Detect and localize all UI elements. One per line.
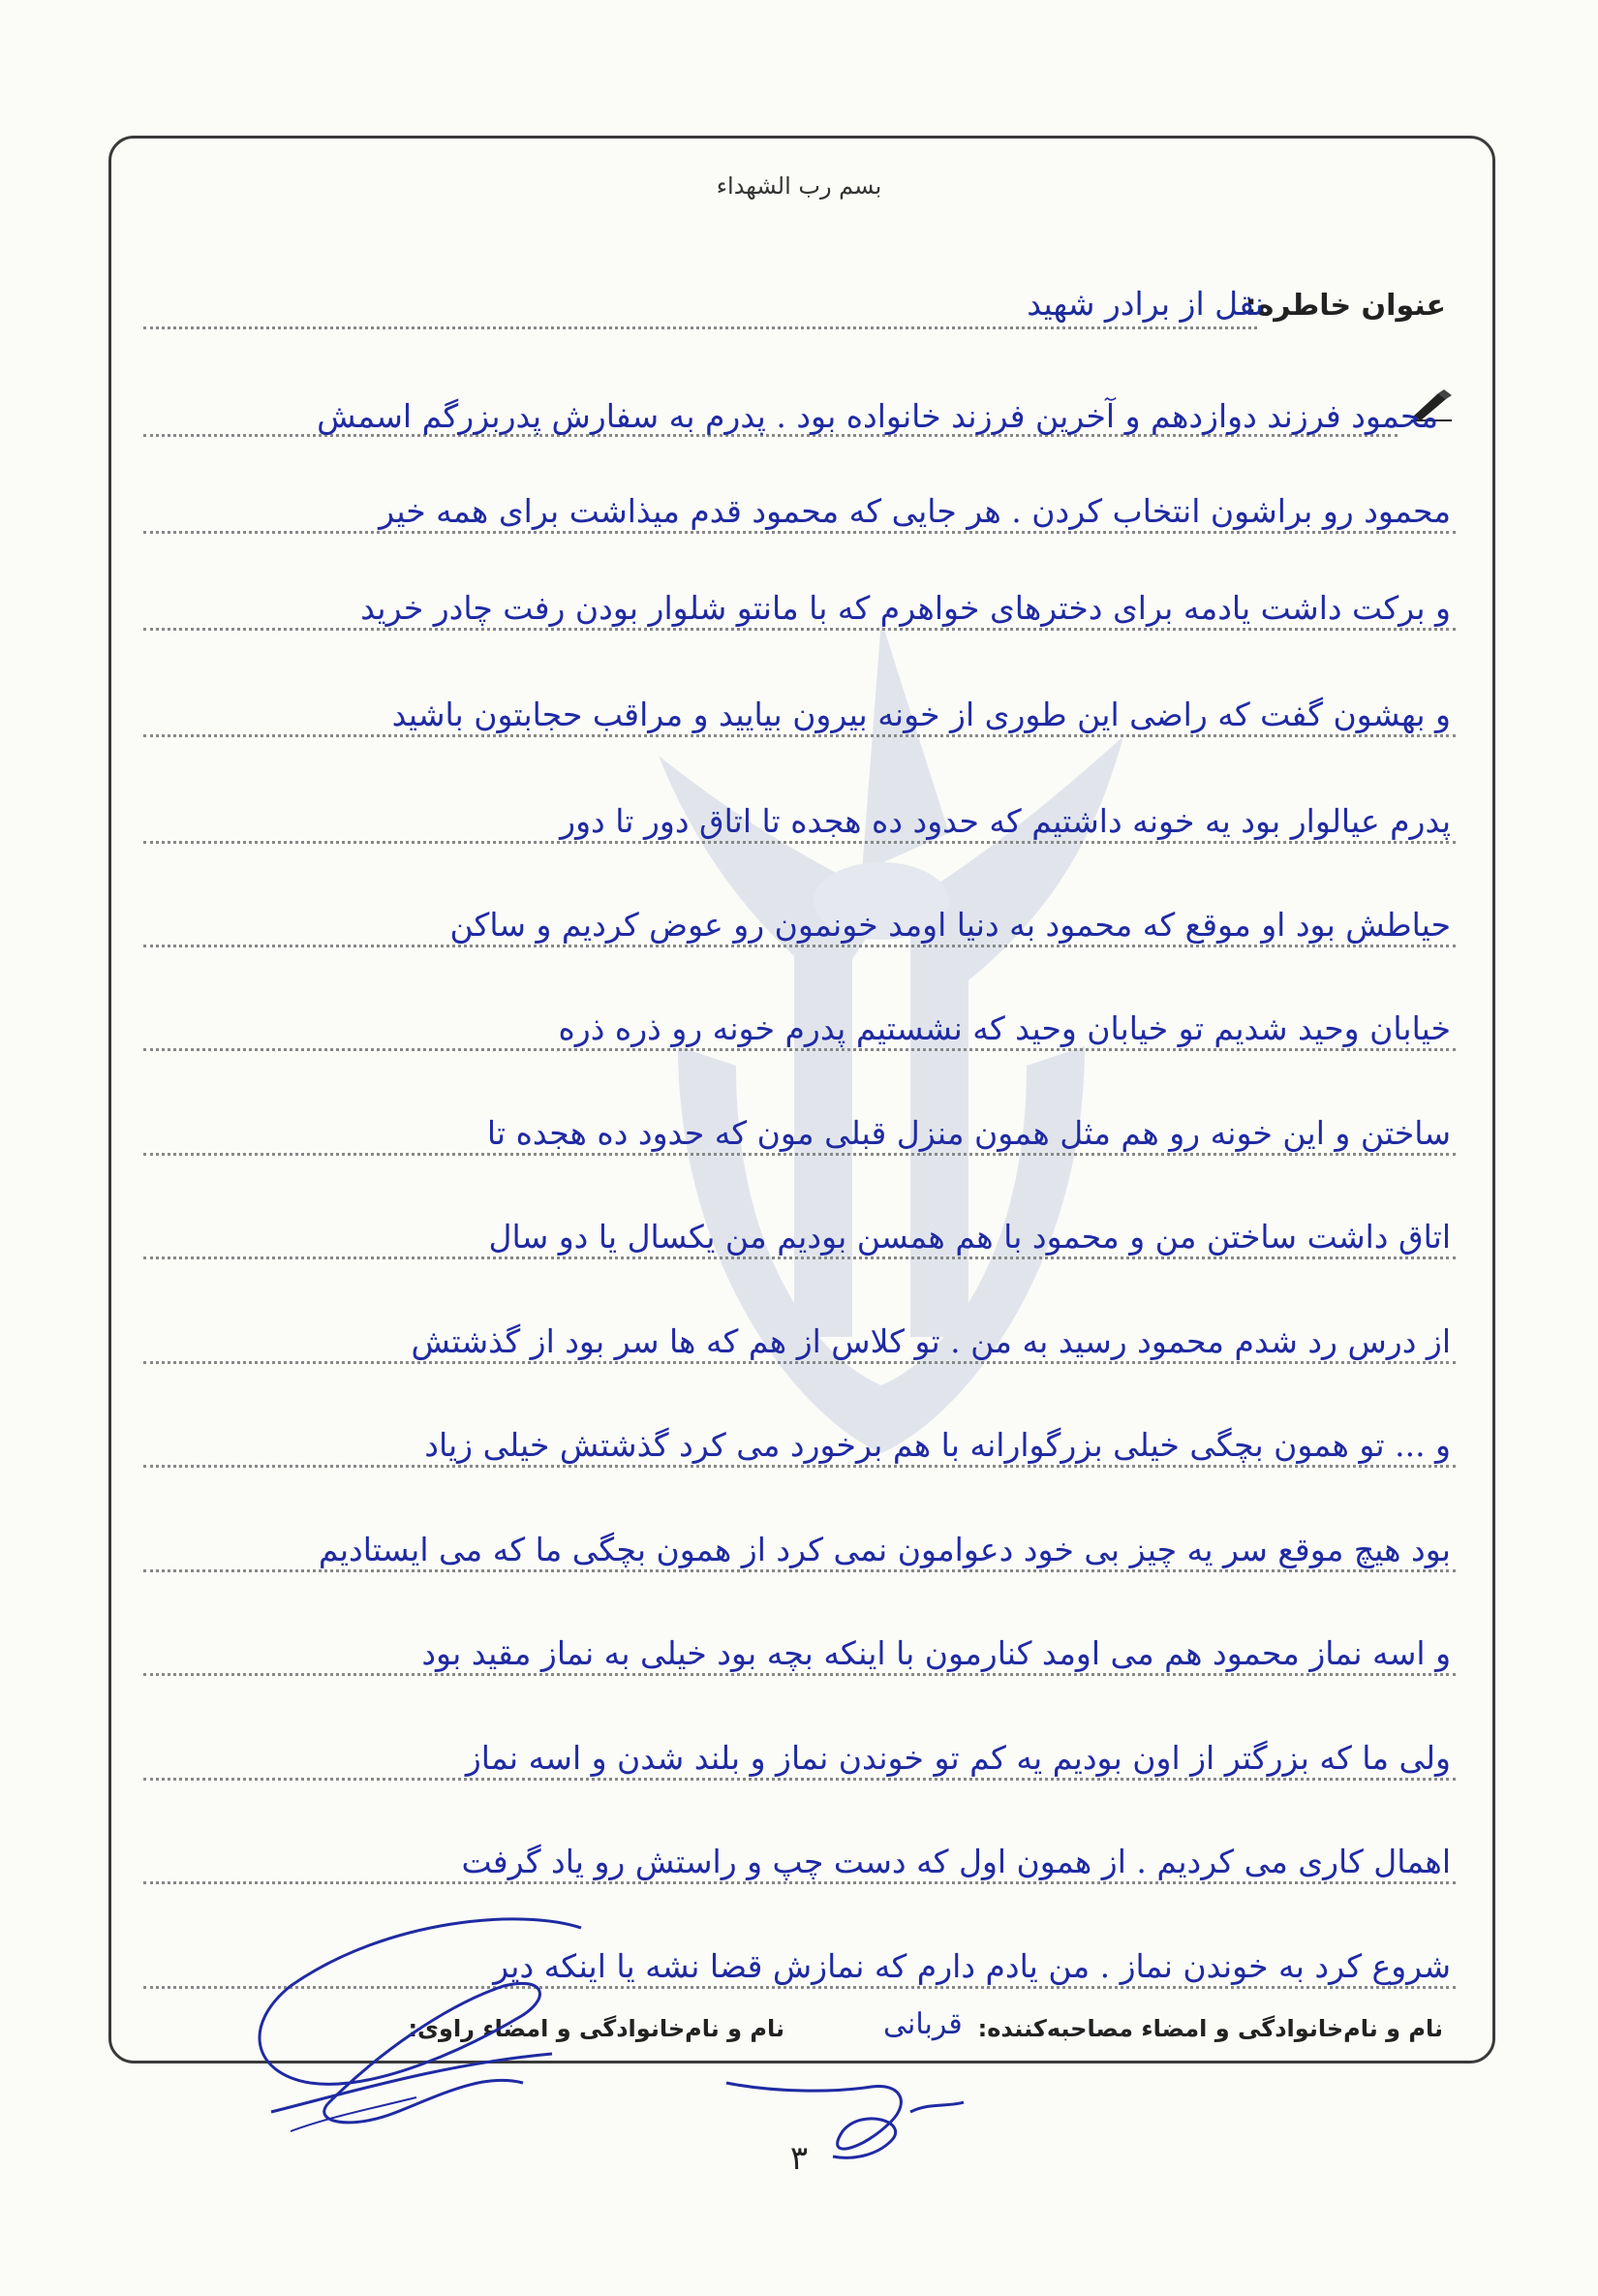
ruled-line bbox=[143, 1361, 1456, 1364]
handwritten-line: محمود رو براشون انتخاب کردن . هر جایی که محمود قدم میذاشت برای همه خیر bbox=[379, 492, 1451, 530]
interviewer-name: قربانی bbox=[883, 2007, 963, 2041]
ruled-line bbox=[143, 734, 1456, 737]
ruled-line bbox=[143, 841, 1456, 844]
ruled-line bbox=[143, 1569, 1456, 1572]
handwritten-line: حیاطش بود او موقع که محمود به دنیا اومد خونمون رو عوض کردیم و ساکن bbox=[449, 906, 1451, 944]
ruled-line bbox=[143, 1673, 1456, 1676]
handwritten-line: از درس رد شدم محمود رسید به من . تو کلاس از هم که ها سر بود از گذشتش bbox=[411, 1322, 1451, 1360]
handwritten-line: اهمال کاری می کردیم . از همون اول که دست چپ و راستش رو یاد گرفت bbox=[461, 1843, 1451, 1880]
handwritten-line: و ... تو همون بچگی خیلی بزرگوارانه با هم برخورد می کرد گذشتش خیلی زیاد bbox=[424, 1426, 1451, 1464]
ruled-line bbox=[143, 1048, 1456, 1051]
ruled-line bbox=[143, 531, 1456, 534]
ruled-line bbox=[143, 1153, 1456, 1156]
handwritten-line: ولی ما که بزرگتر از اون بودیم یه کم تو خوندن نماز و بلند شدن و اسه نماز bbox=[465, 1739, 1451, 1777]
handwritten-line: خیابان وحید شدیم تو خیابان وحید که نشستیم پدرم خونه رو ذره ذره bbox=[558, 1009, 1451, 1047]
handwritten-line: و برکت داشت یادمه برای دخترهای خواهرم که با مانتو شلوار بودن رفت چادر خرید bbox=[360, 589, 1451, 627]
interviewer-label: نام و نام‌خانوادگی و امضاء مصاحبه‌کننده: bbox=[977, 2015, 1443, 2042]
ruled-line bbox=[143, 1257, 1456, 1259]
ruled-line bbox=[143, 1465, 1456, 1468]
ruled-line bbox=[143, 1778, 1456, 1781]
ruled-line bbox=[143, 1881, 1456, 1884]
ruled-line bbox=[143, 945, 1456, 947]
page-number: ۳ bbox=[789, 2139, 809, 2178]
interviewer-signature bbox=[717, 2063, 978, 2170]
narrator-label: نام و نام‌خانوادگی و امضاء راوی: bbox=[408, 2015, 784, 2042]
handwritten-line: و اسه نماز محمود هم می اومد کنارمون با اینکه بچه بود خیلی به نماز مقید بود bbox=[421, 1634, 1451, 1672]
title-value: نقل از برادر شهید bbox=[1027, 285, 1264, 323]
invocation-header: بسم رب الشهداء bbox=[716, 172, 882, 200]
handwritten-line: محمود فرزند دوازدهم و آخرین فرزند خانواده بود . پدرم به سفارش پدربزرگم اسمش bbox=[317, 397, 1438, 435]
handwritten-line: بود هیچ موقع سر یه چیز بی خود دعوامون نمی کرد از همون بچگی ما که می ایستادیم bbox=[318, 1531, 1451, 1568]
handwritten-line: شروع کرد به خوندن نماز . من یادم دارم که نمازش قضا نشه یا اینکه دیر bbox=[493, 1947, 1451, 1985]
handwritten-line: پدرم عیالوار بود یه خونه داشتیم که حدود ده هجده تا اتاق دور تا دور bbox=[560, 802, 1451, 840]
handwritten-line: اتاق داشت ساختن من و محمود با هم همسن بودیم من یکسال یا دو سال bbox=[488, 1218, 1451, 1256]
narrator-signature bbox=[232, 1899, 620, 2151]
title-label: عنوان خاطره: bbox=[1245, 289, 1446, 323]
ruled-line bbox=[143, 628, 1456, 631]
handwritten-line: ساختن و این خونه رو هم مثل همون منزل قبلی مون که حدود ده هجده تا bbox=[486, 1114, 1451, 1152]
handwritten-line: و بهشون گفت که راضی این طوری از خونه بیرون بیایید و مراقب حجابتون باشید bbox=[391, 696, 1451, 733]
